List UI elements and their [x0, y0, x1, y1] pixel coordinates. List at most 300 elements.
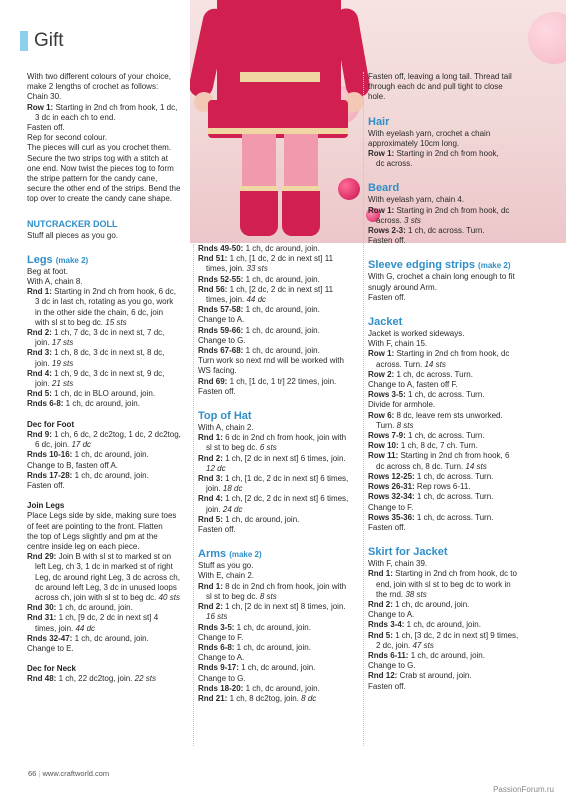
line-text: 1 ch, dc around, join.	[404, 620, 481, 630]
stitch-count: 15 sts	[105, 317, 127, 327]
text-line	[368, 431, 540, 441]
text-line	[27, 522, 188, 532]
text-line	[198, 515, 361, 525]
row-label: Rnds 6-8:	[198, 642, 235, 652]
text-line	[198, 592, 361, 602]
line-text: 6 dc in 2nd ch from hook, join with	[222, 433, 347, 443]
hair-heading: Hair	[368, 115, 390, 128]
text-line	[27, 338, 188, 348]
text-line	[198, 525, 361, 535]
join-legs-block	[27, 511, 188, 654]
row-label: Row 1:	[368, 149, 395, 159]
text-line	[27, 399, 188, 409]
text-line	[198, 582, 361, 592]
line-text: 1 ch, [1 dc, 1 tr] 22 times, join.	[227, 376, 337, 386]
line-text: make 2 lengths of crochet as follows:	[27, 82, 159, 92]
jacket-heading: Jacket	[368, 316, 403, 329]
line-text: sl st to beg dc.	[206, 443, 260, 453]
text-line	[198, 602, 361, 612]
line-text: Change to A.	[198, 653, 245, 663]
text-line	[27, 389, 188, 399]
line-text: Change to G.	[198, 673, 246, 683]
row-label: Rnd 1:	[368, 569, 393, 579]
line-text: Chain 30.	[27, 92, 62, 102]
text-line	[368, 451, 540, 461]
text-line	[368, 411, 540, 421]
dec-neck-heading: Dec for Neck	[27, 664, 76, 674]
line-text: centre inside leg on each piece.	[27, 541, 140, 551]
column-divider	[363, 72, 364, 746]
line-text: 1 ch, 7 dc, 3 dc in next st, 7 dc,	[51, 328, 165, 338]
stitch-count: 8 dc	[301, 693, 317, 703]
line-text: Rep for second colour.	[27, 133, 108, 143]
row-label: Row 6:	[368, 410, 395, 420]
text-line	[27, 613, 188, 623]
text-line	[198, 684, 361, 694]
row-label: Rnd 2:	[198, 602, 223, 612]
text-line	[368, 129, 540, 139]
row-label: Rows 32-34:	[368, 492, 415, 502]
text-line	[368, 631, 540, 641]
line-text: Change to F.	[368, 502, 414, 512]
line-text: Fasten off.	[368, 681, 406, 691]
line-text: Beg at foot.	[27, 266, 68, 276]
line-text: times, join.	[35, 623, 76, 633]
row-label: Rnds 17-28:	[27, 470, 73, 480]
text-line	[27, 624, 188, 634]
line-text: Starting in 2nd ch from hook, 6	[398, 451, 510, 461]
row-label: Rnds 32-47:	[27, 633, 73, 643]
skirt-block	[368, 559, 540, 692]
text-line	[27, 562, 188, 572]
row-label: Rnd 29:	[27, 552, 57, 562]
text-line	[27, 471, 188, 481]
row-label: Rnds 3-4:	[368, 620, 405, 630]
row-label: Rnd 21:	[198, 693, 228, 703]
line-text: Change to A.	[368, 610, 415, 620]
text-line	[27, 184, 188, 194]
line-text: Leg, dc around right Leg, 3 dc across ch,	[35, 572, 180, 582]
line-text: Jacket is worked sideways.	[368, 329, 465, 339]
text-line	[27, 103, 188, 113]
line-text: 1 ch, [2 dc in next st] 8 times, join.	[222, 602, 346, 612]
line-text: join.	[35, 379, 52, 389]
arms-block	[198, 561, 361, 704]
line-text: the top of Legs slightly and pm at the	[27, 531, 158, 541]
text-line	[368, 600, 540, 610]
text-line	[198, 423, 361, 433]
text-line	[27, 552, 188, 562]
line-text: Change to G.	[198, 335, 246, 345]
line-text: Fasten off.	[368, 522, 406, 532]
line-text: 1 ch, 8 dc, 3 dc in next st, 8 dc,	[51, 348, 165, 358]
stitch-count: 47 sts	[412, 640, 434, 650]
hair-block	[368, 129, 540, 170]
text-line	[368, 380, 540, 390]
line-text: Starting in 2nd ch from hook, 1 dc,	[53, 102, 178, 112]
text-line	[27, 379, 188, 389]
footer-website: www.craftworld.com	[42, 769, 110, 778]
doll-trim	[282, 186, 320, 191]
line-text: 1 ch, [2 dc, 2 dc in next st] 6 times,	[222, 494, 349, 504]
row-label: Rnd 1:	[198, 581, 223, 591]
line-text: 1 ch, dc around, join.	[56, 603, 133, 613]
text-line	[27, 430, 188, 440]
line-text: in the other side the chain, 6 dc, join	[35, 307, 164, 317]
text-line	[198, 474, 361, 484]
text-line	[198, 633, 361, 643]
line-text: Secure the two strips tog with a stitch at	[27, 153, 168, 163]
sleeve-heading: Sleeve edging strips (make 2)	[368, 259, 511, 272]
row-label: Rnd 3:	[27, 348, 52, 358]
text-line	[368, 159, 540, 169]
line-text: 1 ch, [3 dc, 2 dc in next st] 9 times,	[392, 630, 519, 640]
line-text: With E, chain 2.	[198, 571, 255, 581]
text-line	[198, 346, 361, 356]
text-line	[368, 149, 540, 159]
line-text: 2 dc, join.	[376, 640, 413, 650]
text-line	[368, 462, 540, 472]
column-divider	[193, 244, 194, 746]
text-line	[27, 461, 188, 471]
line-text: Place Legs side by side, making sure toes	[27, 511, 177, 521]
line-text: join.	[35, 358, 52, 368]
text-line	[198, 454, 361, 464]
line-text: top over to create the candy cane shape.	[27, 194, 172, 204]
line-text: Turn work so next rnd will be worked with	[198, 356, 344, 366]
text-line	[368, 329, 540, 339]
text-line	[368, 513, 540, 523]
text-line	[27, 143, 188, 153]
row-label: Row 1:	[27, 102, 54, 112]
stitch-count: 44 dc	[246, 295, 267, 305]
line-text: Divide for armhole.	[368, 400, 436, 410]
line-text: 1 ch, dc across. Turn.	[414, 512, 494, 522]
text-line	[198, 505, 361, 515]
row-label: Rnd 69:	[198, 376, 228, 386]
text-line	[27, 644, 188, 654]
bauble-decoration	[528, 12, 566, 64]
row-label: Rnds 6-11:	[368, 650, 409, 660]
line-text: With G, crochet a chain long enough to fit	[368, 272, 515, 282]
line-text: With F, chain 15.	[368, 339, 428, 349]
text-line	[27, 328, 188, 338]
column-2	[198, 244, 361, 704]
stitch-count: 8 sts	[396, 420, 414, 430]
row-label: Rows 7-9:	[368, 431, 406, 441]
line-text: 1 ch, dc around, join.	[243, 683, 320, 693]
page-footer: 66 | www.craftworld.com	[28, 769, 110, 778]
doll-boot	[240, 186, 278, 236]
text-line	[198, 387, 361, 397]
line-text: 8 dc in 2nd ch from hook, join with	[222, 581, 347, 591]
line-text: 1 ch, dc across. Turn.	[405, 390, 485, 400]
beard-heading: Beard	[368, 182, 400, 195]
text-line	[198, 315, 361, 325]
line-text: left Leg, ch 3, 1 dc in marked st of right	[35, 562, 173, 572]
row-label: Rnd 5:	[27, 389, 52, 399]
text-line	[368, 390, 540, 400]
text-line	[27, 450, 188, 460]
line-text: 1 ch, dc across. Turn.	[394, 369, 473, 379]
text-line	[368, 400, 540, 410]
doll-trim	[208, 128, 348, 134]
line-text: With eyelash yarn, crochet a chain	[368, 128, 491, 138]
line-text: Starting in 2nd ch from hook, 6 dc,	[51, 287, 176, 297]
text-line	[198, 356, 361, 366]
text-line	[27, 348, 188, 358]
row-label: Rnds 9-17:	[198, 663, 239, 673]
text-line	[27, 511, 188, 521]
row-label: Rnd 56:	[198, 284, 228, 294]
text-line	[368, 283, 540, 293]
doll-leg	[242, 134, 276, 194]
line-text: Starting in 2nd ch from hook, dc to	[392, 569, 517, 579]
text-line	[198, 612, 361, 622]
text-line	[368, 226, 540, 236]
jacket-block	[368, 329, 540, 533]
line-text: of feet are pointing to the front. Flatten	[27, 521, 163, 531]
line-text: 1 ch, dc around, join.	[238, 663, 316, 673]
section-bar	[20, 31, 28, 51]
line-text: 6 dc, join.	[35, 440, 72, 450]
text-line	[368, 236, 540, 246]
section-title: Gift	[34, 30, 64, 51]
stitch-count: 40 sts	[158, 592, 180, 602]
line-text: 1 ch, 8 dc2tog, join.	[227, 693, 302, 703]
line-text: Fasten off.	[368, 292, 406, 302]
text-line	[27, 267, 188, 277]
text-line	[198, 254, 361, 264]
row-label: Rnd 30:	[27, 603, 57, 613]
line-text: 1 ch, 6 dc, 2 dc2tog, 1 dc, 2 dc2tog,	[51, 429, 181, 439]
text-line	[27, 481, 188, 491]
stitch-count: 22 sts	[134, 674, 156, 684]
line-text: Fasten off.	[198, 386, 236, 396]
row-label: Rnd 12:	[368, 671, 398, 681]
row-label: Rnds 3-5:	[198, 622, 235, 632]
dec-foot-heading: Dec for Foot	[27, 419, 75, 429]
line-text: approximately 10cm long.	[368, 138, 460, 148]
watermark: PassionForum.ru	[493, 785, 554, 794]
row-label: Rnds 49-50:	[198, 244, 244, 253]
row-label: Row 11:	[368, 451, 399, 461]
legs-heading: Legs (make 2)	[27, 253, 89, 266]
text-line	[27, 194, 188, 204]
row-label: Rows 35-36:	[368, 512, 415, 522]
line-text: Fasten off, leaving a long tail. Thread tail	[368, 72, 512, 81]
line-text: join.	[206, 504, 223, 514]
stitch-count: 21 sts	[51, 379, 74, 389]
doll-trim	[240, 72, 320, 82]
row-label: Rnd 51:	[198, 254, 228, 264]
line-text: across.	[376, 215, 405, 225]
line-text: across. Turn.	[376, 359, 425, 369]
stitch-count: 24 dc	[222, 504, 243, 514]
line-text: With A, chain 2.	[198, 423, 254, 433]
skirt-heading: Skirt for Jacket	[368, 546, 448, 559]
text-line	[198, 653, 361, 663]
stitch-count: 17 dc	[71, 440, 92, 450]
stitch-count: 6 sts	[259, 443, 277, 453]
line-text: join.	[206, 484, 223, 494]
line-text: Starting in 2nd ch from hook, dc	[394, 349, 510, 359]
text-line	[198, 464, 361, 474]
text-line	[368, 339, 540, 349]
text-line	[198, 674, 361, 684]
line-text: 1 ch, dc across. Turn.	[414, 492, 494, 502]
text-line	[198, 295, 361, 305]
text-line	[368, 472, 540, 482]
line-text: 1 ch, dc around, join.	[72, 450, 149, 460]
line-text: times, join.	[206, 264, 247, 274]
line-text: 1 ch, [2 dc, 2 dc in next st] 11	[227, 284, 334, 294]
text-line	[368, 272, 540, 282]
text-line	[198, 264, 361, 274]
text-line	[27, 359, 188, 369]
line-text: 1 ch, dc around, join.	[234, 622, 311, 632]
text-line	[198, 494, 361, 504]
text-line	[198, 484, 361, 494]
line-text: 1 ch, [1 dc, 2 dc in next st] 6 times,	[222, 474, 349, 484]
doll-line: Stuff all pieces as you go.	[27, 230, 119, 240]
text-line	[198, 623, 361, 633]
body-block	[198, 244, 361, 397]
text-line	[27, 308, 188, 318]
line-text: secure the other end of the strips. Bend the	[27, 184, 181, 194]
text-line	[198, 285, 361, 295]
text-line	[368, 482, 540, 492]
line-text: 1 ch, [1 dc, 2 dc in next st] 11	[227, 254, 334, 264]
nutcracker-doll	[190, 0, 390, 243]
text-line	[368, 651, 540, 661]
text-line	[198, 377, 361, 387]
line-text: Fasten off.	[368, 236, 406, 246]
page-number: 66	[28, 769, 37, 778]
text-line	[27, 440, 188, 450]
line-text: 1 ch, dc around, join.	[243, 346, 320, 356]
row-label: Rnd 3:	[198, 474, 223, 484]
row-label: Rnd 4:	[27, 368, 52, 378]
text-line	[368, 523, 540, 533]
line-text: dc across ch, 8 dc. Turn.	[376, 461, 466, 471]
line-text: 1 ch, dc around, join.	[243, 305, 320, 315]
line-text: WS facing.	[198, 366, 237, 376]
line-text: Change to A, fasten off F.	[368, 380, 458, 390]
text-line	[27, 573, 188, 583]
stitch-count: 19 sts	[51, 358, 74, 368]
line-text: 1 ch, dc across. Turn.	[414, 471, 494, 481]
text-line	[27, 593, 188, 603]
row-label: Row 1:	[368, 349, 395, 359]
row-label: Rnd 5:	[368, 630, 393, 640]
text-line	[368, 206, 540, 216]
stitch-count: 18 dc	[222, 484, 243, 494]
line-text: Rep rows 6-11.	[414, 482, 471, 492]
line-text: 1 ch, [2 dc in next st] 6 times, join.	[222, 453, 346, 463]
line-text: 1 ch, dc across. Turn.	[405, 431, 485, 441]
doll-trim	[240, 186, 278, 191]
line-text: 1 ch, dc around, join.	[234, 642, 311, 652]
text-line	[27, 369, 188, 379]
line-text: Change to G.	[368, 661, 416, 671]
line-text: 3 dc in each ch to end.	[35, 112, 116, 122]
text-line	[368, 682, 540, 692]
line-text: 1 ch, dc around, join.	[243, 274, 320, 284]
line-text: with sl st to beg dc.	[35, 317, 106, 327]
text-line	[368, 360, 540, 370]
line-text: sl st to beg dc.	[206, 591, 260, 601]
line-text: across ch, join with sl st to beg dc.	[35, 592, 159, 602]
row-label: Rnd 9:	[27, 429, 52, 439]
line-text: Crab st around, join.	[397, 671, 472, 681]
row-label: Rows 26-31:	[368, 482, 415, 492]
line-text: Change to A.	[198, 315, 245, 325]
text-line	[368, 293, 540, 303]
text-line	[198, 366, 361, 376]
legs-block	[27, 267, 188, 410]
row-label: Row 2:	[368, 369, 395, 379]
stitch-count: 33 sts	[246, 264, 268, 274]
text-line	[27, 133, 188, 143]
text-line	[198, 305, 361, 315]
row-label: Row 1:	[368, 205, 395, 215]
line-text: Starting in 2nd ch from hook, dc	[394, 205, 510, 215]
line-text: Change to E.	[27, 643, 74, 653]
text-line	[27, 174, 188, 184]
row-label: Rnd 2:	[368, 599, 393, 609]
text-line	[368, 590, 540, 600]
line-text: through each dc and pull tight to close	[368, 82, 503, 92]
line-text: 1 ch, [9 dc, 2 dc in next st] 4	[56, 613, 159, 623]
stitch-count: 17 sts	[51, 338, 74, 348]
line-text: the rnd.	[376, 589, 406, 599]
line-text: 1 ch, dc around, join.	[222, 514, 300, 524]
text-line	[368, 195, 540, 205]
text-line	[368, 492, 540, 502]
line-text: 1 ch, dc around, join.	[63, 399, 140, 409]
text-line	[27, 532, 188, 542]
line-text: the stripe pattern for the candy cane,	[27, 174, 158, 184]
line-text: 1 ch, 8 dc, 7 ch. Turn.	[398, 441, 478, 451]
text-line	[27, 287, 188, 297]
column-1	[27, 72, 188, 685]
stitch-count: 16 sts	[206, 612, 228, 622]
line-text: Fasten off.	[27, 480, 65, 490]
line-text: join.	[35, 338, 52, 348]
line-text: 8 dc, leave rem sts unworked.	[394, 410, 503, 420]
text-line	[368, 569, 540, 579]
row-label: Rnd 4:	[198, 494, 223, 504]
text-line	[27, 674, 188, 684]
text-line	[27, 123, 188, 133]
row-label: Rnd 2:	[27, 328, 52, 338]
text-line	[198, 244, 361, 254]
column-3	[368, 72, 540, 692]
stitch-count: 38 sts	[405, 589, 427, 599]
line-text: Starting in 2nd ch from hook,	[394, 149, 499, 159]
line-text: 1 ch, dc around, join.	[243, 325, 320, 335]
line-text: The pieces will curl as you crochet them.	[27, 143, 172, 153]
row-label: Rnd 48:	[27, 674, 57, 684]
row-label: Rows 12-25:	[368, 471, 415, 481]
text-line	[27, 297, 188, 307]
text-line	[27, 82, 188, 92]
row-label: Rnds 57-58:	[198, 305, 244, 315]
line-text: With A, chain 8.	[27, 277, 83, 287]
text-line	[198, 433, 361, 443]
doll-body	[217, 0, 341, 108]
